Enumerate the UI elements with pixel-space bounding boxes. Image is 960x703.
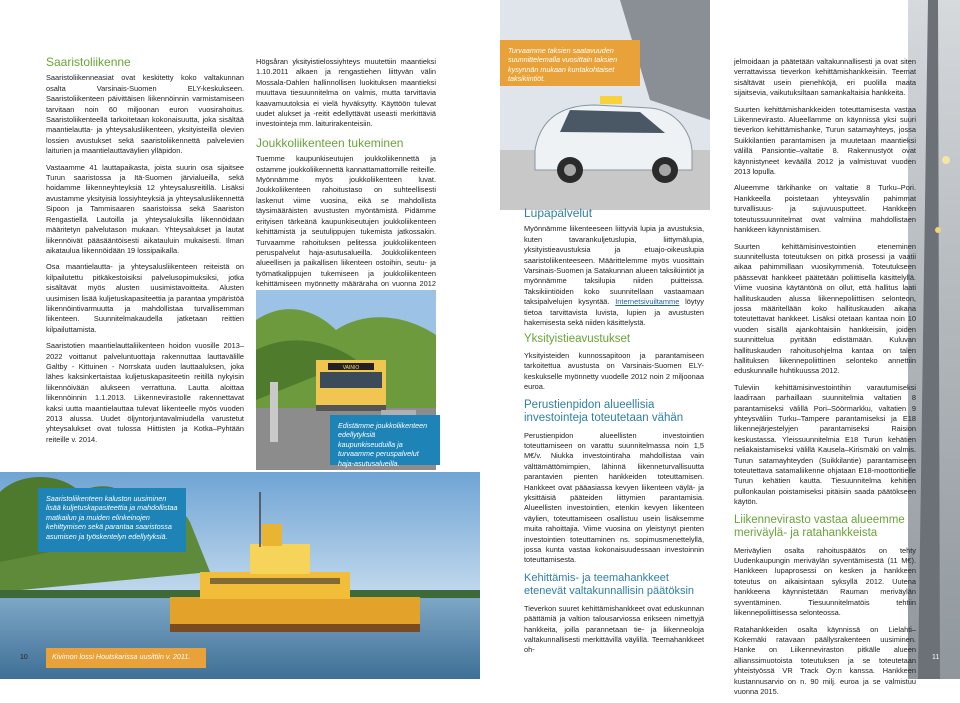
page-number-left: 10 [20,654,28,661]
page-number-right: 11 [932,654,940,661]
paragraph: Högsåran yksityistielossiyhteys muutettiin maantieksi 1.10.2011 alkaen ja rengastiehen liittyvän välin Mossala-Dahlen hallinnollisen luokituksen maantieksi muuttava tiesuunnitelma on valmis, mutta tarvittavia kaavamuutoksia ei vielä hyväksytty. Käyttöön tulevat uudet alukset ja -reitit edellyttävät useasti merkittäviä investointeja mm. laiturirakenteisiin. [256,57,436,129]
lossi-caption [46,648,206,668]
paragraph: Saaristoliikenneasiat ovat keskitetty koko valtakunnan osalta Varsinais-Suomen ELY-keskukseen. Saaristoliikenteen päivittäisen liikennöinnin varmistamiseen tarvitaan noin 60 miljoonan euron vuosirahoitus. Saaristoliikenteellä tarkoitetaan kokonaisuutta, joka sisältää maantielautta- ja yhteysalusliikenteen, yksityisteillä olevien lossien avustukset sekä saaristoliikennettä palvelevien laiturien ja maantielauttaväylien ylläpidon. [46,73,244,156]
heading-saaristoliikenne: Saaristoliikenne [46,55,131,69]
paragraph: Tieverkon suuret kehittämishankkeet ovat eduskunnan päättämiä ja valtion talousarviossa erikseen nimettyjä hankkeita, joilla parannetaan tie- ja liikenneoloja valtakunnallisesti merkittävillä väylillä. Teemahankkeet oh- [524,603,704,655]
paragraph: Tuleviin kehittämisinvestointihin varautumiseksi laadiтaan parhaillaan suunnitelmia valtatien 8 parantamiseksi välillä Pori–Söörmarkku, valtatien 9 yhteysväliin Turku–Tampere parantamiseksi ja E18 liikennejärjestelyjen parantamiseksi Raision keskustassa. Yleissuunnitelmia E18 Turun kehätien neliakaistamiseksi välillä Kausela–Kirismäki on valmis. Turun satamayhteyden (Suikkilantie) parantamiseen toteutettava satamaliikenne ohjataan E18-moottoritielle Turun kehätien kautta. Tiesuunnitelma kehitien pullonkaulan poistamiseksi pitäisiin saada päätökseen käytön. [734,382,916,507]
paragraph: Suurten kehittämishankkeiden toteuttamisesta vastaa Liikennevirasto. Alueellamme on käynnissä yksi suuri tieverkon kehittämishanke, Turun satamayhteys, jossa Suikkilantien parantamisen ja muutetaan maantieksi välillä Pansiontie–valtatie 8. Rakennustyöt ovat käynnistyneet keväällä 2012 ja valmistuvat vuoden 2013 lopulla. [734,104,916,177]
taxi-caption [500,40,640,86]
paragraph: Saaristotien maantielauttaliikenteen hoidon vuosille 2013–2022 voittanut palveluntuottaja rakennuttaa lauttavälille Galtby - Kittuinen - Norrskata uuden lauttaaluksen, joka lähes kaksinkertaistaa kuljetuskapasiteetin reitillä nykyisin liikennöivään alukseen verrattuna. Lautta aloittaa liikennöinnin 1.1.2013. Liikennevirastolle rakennettavat kaksi uutta maantielauttaa tulevat liikenteelle myös vuoden 2013 alussa. Uudet öljyntorjuntavalmiudella varustetut yhteysalukset ovat tulossa Hiittisten ja Kotka–Pyhtään reiteille v. 2014. [46,341,244,444]
lossi-caption-text: Kivimon lossi Houtskarissa uusittiin v. 2011. [52,652,191,661]
heading-yksityistieavustukset: Yksityistieavustukset [524,333,631,346]
paragraph-text: Myönnämme liikenteeseen liittyviä lupia ja avustuksia, kuten tavarankuljetuslupia, liittymälupia, yksityistieavustuksia ja etuajo-oikeuslupia saaristoliikenteeseen. Määrittelemme myös vuosittain Varsinais-Suomen ja Satakunnan alueen taksikiintiöt ja myönnämme taksilupia niiden puitteissa. Taksikiintiöiden koko suunnitellaan vastaamaan taksipalvelujen kysyntää. [524,224,704,307]
left-column-1 [46,57,244,451]
bus-caption [330,415,440,468]
paragraph-lupapalvelut [524,224,704,328]
taxi-illustration [500,0,710,210]
heading-joukkoliikenne: Joukkoliikenteen tukeminen [256,135,404,150]
bus-caption-text: Edistämme joukkoliikenteen edellytyksiä kaupunkiseuduilla ja turvaamme peruspalvelut haja-asutusalueilla. [338,421,428,468]
paragraph: Alueemme tärkihanke on valtatie 8 Turku–Pori. Hankkeella poistetaan yhteysvälin pahimmat turvallisuus- ja sujuvuusputteet. Hankkeen toteutussuunnitelmat ovat valmiina mahdollistaen hankkeen käynnistämisen. [734,183,916,235]
ferry-caption [38,488,186,552]
right-column-3 [524,208,704,662]
paragraph-text: löytyy tietoa tarvittavista luvista, lupien ja avustusten hakemisesta sekä niiden käsittelystä. [524,297,704,328]
right-column-4 [734,57,916,703]
heading-kehittamishankkeet: Kehittämis- ja teemahankkeet etenevät valtakunnallisin päätöksin [524,571,695,597]
paragraph: Ratahankkeiden osalta käynnissä on Lielahti–Kokemäki ratavaan päällysrakenteen uusiminen. Hanke on Liikenneviraston pitkälle alueen allianssimuotoista toteutuksen ja se toteutetaan yhteistyössä VR Track Oy:n kanssa. Hankkeen kustannusarvio on n. 90 milj. euroa ja se valmistuu vuonna 2015. [734,624,916,696]
paragraph: Osa maantielautta- ja yhteysalusliikenteen reiteistä on kilpailutettu pitkäkestoisiksi palvelusopimuksiksi, jotka sisältävät myös alusten uusimistavoitteita. Alusten uusimisen lisää kuljetuskapasiteettia ja parantaa ympäristöä liikennöintivarmuutta ja mahdollistaa turvallisemman liikenteen. Suunnitelmakaudella jatketaan reittien kilpailuttamista. [46,262,244,334]
internet-link[interactable]: Internetsivuiltamme [615,297,680,307]
paragraph: Perustienpidon alueellisten investointien toteuttamiseen on varattu suunnitelmassa noin 1,5 M€/v. Niukka investointiraha mahdollistaa vain välttämättömimpien, lähinnä liikenneturvallisuutta parantavien pienten hankkeiden toteuttamisen. Hankkeet ovat pääasiassa kevyen liikenteen väylä- ja yksittäisiä pääteiden liittymien parantamisia. Alueellisten investointien, etenkin kevyen liikenteen väylien, toteuttamiseen osallistuu usein lisäksemme muita rahoittajia. Viime vuosina on yleistynyt pienten investointien toteuttaminen ns. sopimusmenettelyllä, jossa kunta vastaa kokonaisuudessaan investoinnin toteuttamisesta. [524,430,704,565]
heading-lupapalvelut: Lupapalvelut [524,206,593,220]
paragraph: Tuemme kaupunkiseutujen joukkoliikennettä ja ostamme joukkoliikennettä kannattamattomille reiteille. Myönnämme myös joukkoliikenteen luvat. Joukkoliikenteen rahoitustaso on suhteellisesti laskenut viime vuosina, eikä se mahdollista täysimääräisten avustusten myöntämistä. Pidämme erityisen tärkeänä kaupunkiseutujen joukkoliikenteen kehittämistä ja seutulippujen tukemista jatkossakin. Turvaamme rahoituksen pelitessa joukkoliikenteen peruspalvelut haja-asutusalueilla. Joukkoliikenteen alueellisen ja paikallisen liikenteen ostoihin, seutu- ja työmatkalippujen tukemiseen ja joukkoliikenteen kehittämiseen myönnetty määräraha on vuonna 2012 [256,154,436,289]
heading-perustienpito: Perustienpidon alueellisia investointeja toteutetaan vähän [524,398,684,424]
heading-liikennevirasto: Liikennevirasto vastaa alueemme meriväylä- ja ratahankkeista [734,513,905,539]
bus-sign-text: VAINIO [342,365,360,371]
paragraph: jelmoidaan ja päätetään valtakunnallisesti ja ovat siten verrattavissa tieverkon kehittämishankkeisiin. Teemat sisältävät usein pienehköjä, eri puolilla maata sijaitsevia, vaikutuksiltaan samankaltaisia hankkeita. [734,57,916,98]
taxi-caption-text: Turvaamme taksien saatavuuden suunnittelemalla vuosittain taksien kysynnän mukaan kuntakohtaiset taksikiintiöt. [508,46,618,84]
taxi-photo [500,0,710,210]
paragraph: Meriväylien osalta rahoituspäätös on tehty Uudenkaupungin meriväylän syventämisestä (11 M€). Hankkeen lupaprosessi on kesken ja hankkeen toteutus on aikaisintaan syksyllä 2012. Uutena hankkeena käynnistetään Rauman meriväylän syventäminen. Tiesuunnitelmatöis tehtiin liikennepoliittisessa selonteossa. [734,545,916,618]
paragraph: Suurten kehittämisinvestointien eteneminen suunnitellusta toteutuksen on pitkä prosessi ja vaatii aikaa pahimmillaan vuosikymmeniä. Toteutukseen päässevät hankkeet päätetään poliittisella käsittelyllä. Viime vuosina käytäntönä on ollut, että hallitus laati hallituskauden alussa liikennepoliittisen selonteon, jossa määritellään koko hallituskauden aikana toteutettavat hankkeet. Lisäksi otetaan kantaa noin 10 vuoden sisällä ajankohtaisiin hankkeisiin, joiden suunnittelua pyritään edistämään. Kuluvan hallituskauden rahoitusohjelma kantaa on talen hallituksen liikennepoliittinen selonteko annettiin eduskunnalle huhtikuussa 2012. [734,241,916,376]
left-column-2 [256,57,436,306]
ferry-caption-text: Saaristoliikenteen kaluston uusiminen lisää kuljetuskapasiteettia ja mahdollistaa matkailun ja muiden elinkeinojen kehittymisen sekä parantaa saaristossa asumisen ja työskentelyn edellytyksiä. [46,494,178,541]
paragraph: Yksityisteiden kunnossapitoon ja parantamiseen tarkoitettua avustusta on Varsinais-Suomen ELY-keskukselle myönnetty vuodelle 2012 noin 2 miljoonaa euroa. [524,350,704,392]
paragraph: Vastaamme 41 lauttapaikasta, joista suurin osa sijaitsee Turun saaristossa ja Itä-Suomen järvialueilla, sekä hoidamme liikenneyhteyksiä 12 yhteysalusreitillä. Lisäksi avustamme yksityisiä lossiyhteyksiä ja yhteysalusliikennettä Sipoon ja Tammisaaren saaristoissa sekä Saariston Rengastiellä. Lautoilla ja yhteysaluksilla liikennöidään määritetyn palvelutason mukaan. Yhteysalukset ja lautat liikennöivät pääsääntöisesti aikatauluin mukaisesti. Ilman aikataulua liikennöidään 19 lossipaikalla. [46,162,244,255]
